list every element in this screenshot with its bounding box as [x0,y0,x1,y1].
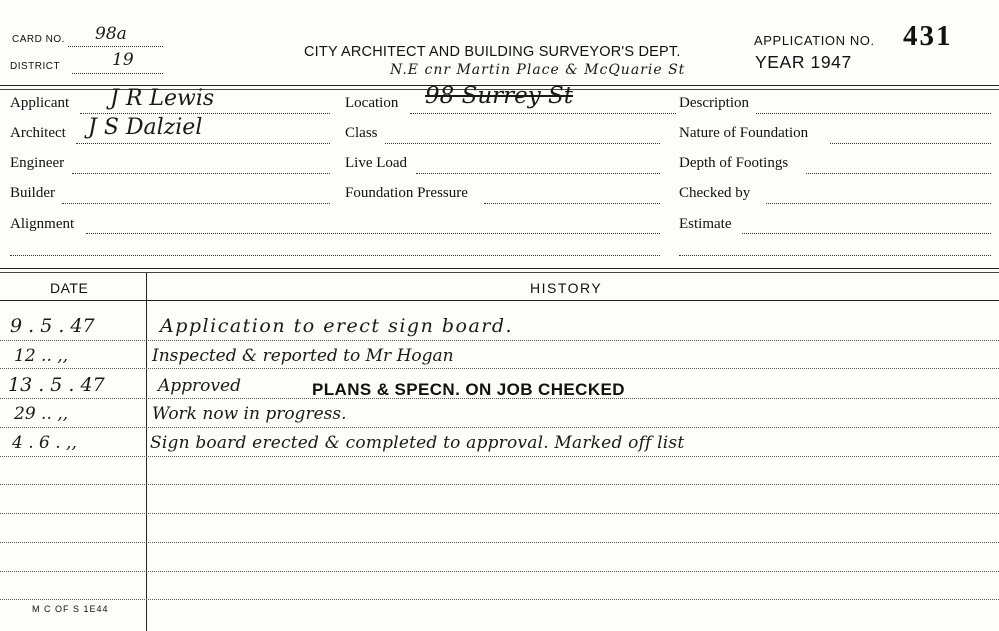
table-top-border-inner [0,272,999,273]
history-row-3-entry: Approved [158,376,241,396]
application-no-value: 431 [903,20,953,52]
card-no-value: 98a [95,24,127,44]
history-row-4-entry: Work now in progress. [152,404,347,424]
description-dotline [756,113,991,114]
checked-by-label: Checked by [679,185,751,201]
date-history-divider [146,273,147,631]
plans-checked-stamp: PLANS & SPECN. ON JOB CHECKED [312,380,625,399]
row-rule [0,427,999,428]
location-dotline [410,113,676,114]
estimate-label: Estimate [679,216,732,232]
foundation-pressure-dotline [484,203,660,204]
history-row-3-date: 13 . 5 . 47 [8,374,105,396]
row-rule [0,513,999,514]
row-rule [0,542,999,543]
alignment-dotline [86,233,660,234]
department-address: N.E cnr Martin Place & McQuarie St [390,62,686,78]
depth-of-footings-label: Depth of Footings [679,155,789,171]
location-label: Location [345,95,399,111]
blank-dotline-1 [10,255,660,256]
district-dotline [72,73,163,74]
builder-dotline [62,203,330,204]
nature-of-foundation-dotline [830,143,991,144]
engineer-label: Engineer [10,155,65,171]
location-value: 98 Surrey St [425,83,574,109]
blank-dotline-2 [679,255,991,256]
card-no-label: CARD NO. [12,34,65,45]
applicant-dotline [80,113,330,114]
row-rule [0,340,999,341]
district-value: 19 [112,50,134,70]
estimate-dotline [742,233,991,234]
application-no-label: APPLICATION NO. [754,33,875,48]
live-load-label: Live Load [345,155,408,171]
architect-dotline [76,143,330,144]
checked-by-dotline [766,203,991,204]
depth-of-footings-dotline [806,173,991,174]
form-code: M C OF S 1E44 [32,604,109,614]
row-rule [0,599,999,600]
row-rule [0,571,999,572]
engineer-dotline [72,173,330,174]
alignment-label: Alignment [10,216,75,232]
history-row-1-entry: Application to erect sign board. [160,315,514,337]
district-label: DISTRICT [10,61,61,72]
history-row-2-entry: Inspected & reported to Mr Hogan [152,346,454,366]
history-row-5-date: 4 . 6 . ,, [12,433,77,453]
row-rule [0,484,999,485]
applicant-label: Applicant [10,95,70,111]
class-label: Class [345,125,378,141]
nature-of-foundation-label: Nature of Foundation [679,125,809,141]
table-top-border [0,268,999,269]
header-row-bottom [0,300,999,301]
row-rule [0,368,999,369]
architect-value: J S Dalziel [88,115,203,140]
history-row-5-entry: Sign board erected & completed to approval. Marked off list [150,433,685,453]
description-label: Description [679,95,749,111]
architect-label: Architect [10,125,66,141]
history-row-4-date: 29 .. ,, [14,404,69,424]
history-row-2-date: 12 .. ,, [14,346,69,366]
history-column-header: HISTORY [530,280,603,296]
live-load-dotline [416,173,660,174]
department-title: CITY ARCHITECT AND BUILDING SURVEYOR'S DEPT. [304,44,681,60]
year-label: YEAR 1947 [755,52,852,72]
history-row-1-date: 9 . 5 . 47 [10,315,95,337]
card-no-dotline [68,46,163,47]
row-rule [0,456,999,457]
builder-label: Builder [10,185,55,201]
class-dotline [385,143,660,144]
date-column-header: DATE [50,280,89,296]
foundation-pressure-label: Foundation Pressure [345,185,468,201]
applicant-value: J R Lewis [110,86,215,111]
